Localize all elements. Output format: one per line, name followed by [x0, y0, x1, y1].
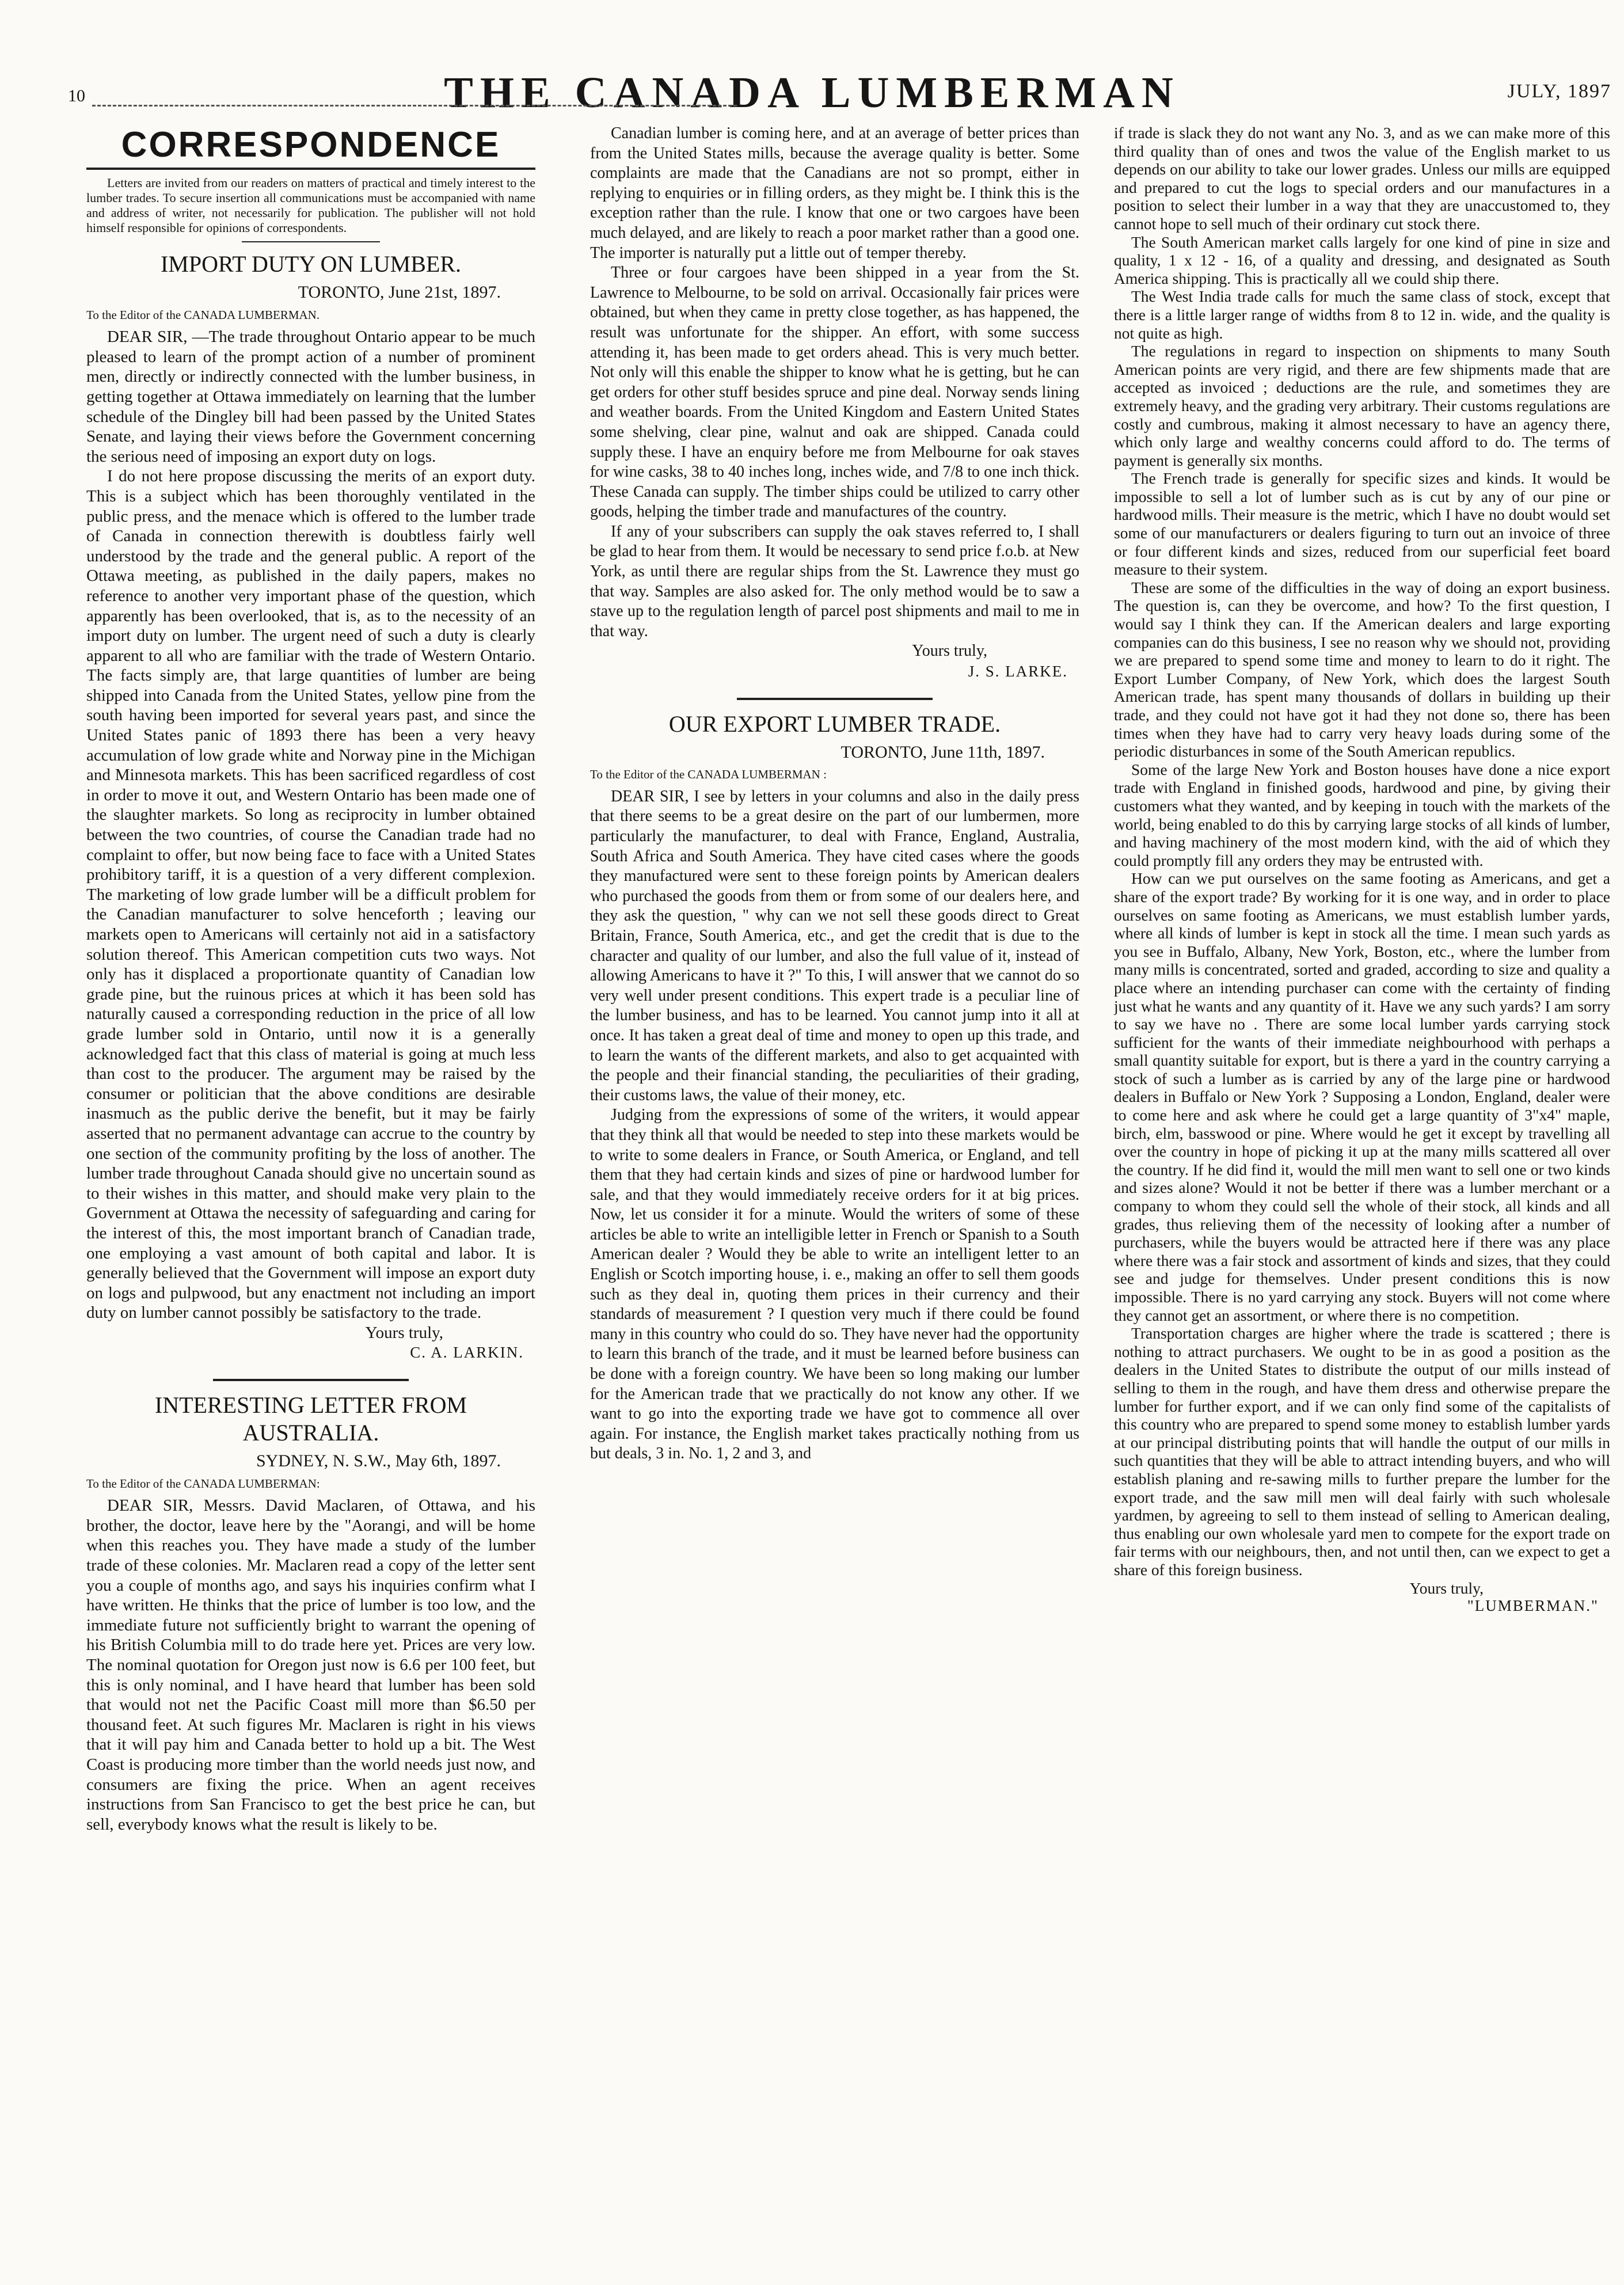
letter-paragraph: How can we put ourselves on the same footing as Americans, and get a share of the export trade? By working for it is one way, and in order to place ourselves on same footing as Americans, we must establish lumber yards, where all kinds of lumber is kept in stock all the time. I mean such yards as you see in Buffalo, Albany, New York, Boston, etc., where the lumber from many mills is concentrated, sorted and graded, according to size and quality a place where an intending purchaser can come with the certainty of finding just what he wants and any quantity of it. Have we any such yards? I am sorry to say we have no . There are some local lumber yards carrying stock sufficient for the wants of their immediate neighbourhood with perhaps a small quantity suitable for export, but is there a yard in the country carrying a stock of such a lumber as is carried by any of the large pine or hardwood dealers in Buffalo or New York ? Supposing a London, England, dealer were to come here and ask where he could get a large quantity of 3"x4" maple, birch, elm, basswood or pine. Where would he get it except by travelling all over the country in hope of picking it up at the many mills scattered all over the country. If he did find it, would the mill men want to sell one or two kinds and sizes alone? Would it not be better if there was a lumber merchant or a company to whom they could sell the whole of their stock, all kinds and all grades, thus relieving them of the necessity of looking after a number of purchasers, while the buyers would be attracted here if there was any place where there was a fair stock and assortment of kinds and sizes, that they could see and judge for themselves. Under present conditions this is now impossible. There is no yard carrying any stock. Buyers will not come where they cannot get an assortment, or where there is no competition. [1114, 869, 1610, 1324]
letter-salutation-line: To the Editor of the CANADA LUMBERMAN. [86, 307, 320, 322]
letter-salutation-line: To the Editor of the CANADA LUMBERMAN : [590, 767, 827, 782]
letter-paragraph: The South American market calls largely for one kind of pine in size and quality, 1 x 12 - 16, of a quality and dressing, and designated as South America shipping. This is practically all we could ship there. [1114, 233, 1610, 287]
letter-title-export-trade: OUR EXPORT LUMBER TRADE. [668, 710, 1001, 737]
letter-paragraph: I do not here propose discussing the merits of an export duty. This is a subject which has been thoroughly ventilated in the public press, and the menace which is offered to the lumber trade of Canada in connection therewith is doubtless fairly well understood by the trade and the general public. A report of the Ottawa meeting, as published in the daily papers, makes no reference to another very important phase of the question, which apparently has been overlooked, that is, as to the necessity of an import duty on lumber. The urgent need of such a duty is clearly apparent to all who are familiar with the trade of Western Ontario. The facts simply are, that large quantities of lumber are being shipped into Canada from the United States, yellow pine from the south having been imported for several years past, and since the United States panic of 1893 there has been a very heavy accumulation of low grade white and Norway pine in the Michigan and Minnesota markets. This has been sacrificed regardless of cost in order to move it out, and Western Ontario has been made one of the slaughter markets. So long as reciprocity in lumber obtained between the two countries, of course the Canadian trade had no complaint to offer, but now being face to face with a United States prohibitory tariff, it is a question of a very different complexion. The marketing of low grade lumber will be a difficult problem for the Canadian manufacturer to solve henceforth ; leaving our markets open to Americans will certainly not aid in a satisfactory solution thereof. This American competition cuts two ways. Not only has it displaced a proportionate quantity of Canadian low grade pine, but the ruinous prices at which it has been sold has naturally caused a corresponding reduction in the price of all low grade lumber sold in Ontario, until now it is a generally acknowledged fact that this class of material is going at much less than cost to the producer. The argument may be raised by the consumer or politician that the above conditions are desirable inasmuch as the public derive the benefit, but it may be fairly asserted that no permanent advantage can accrue to the country by one section of the community profiting by the loss of another. The lumber trade throughout Canada should give no uncertain sound as to their wishes in this matter, and should make very plain to the Government at Ottawa the necessity of safeguarding and caring for the interest of this, the most important branch of Canadian trade, one employing a vast amount of both capital and labor. It is generally believed that the Government will impose an export duty on logs and pulpwood, but any enactment not including an import duty on lumber cannot possibly be satisfactory to the trade. [86, 467, 535, 1322]
letter-paragraph: Canadian lumber is coming here, and at an average of better prices than from the United States mills, because the average quality is better. Some complaints are made that the Canadians are not so prompt, either in replying to enquiries or in filling orders, as they might be. I think this is the exception rather than the rule. I know that one or two cargoes have been much delayed, and are likely to reach a poor market rather than a good one. The importer is naturally put a little out of temper thereby. [590, 124, 1079, 262]
section-rule [86, 168, 535, 170]
letter-sign-off: Yours truly, [912, 642, 987, 660]
letter-paragraph: Some of the large New York and Boston houses have done a nice export trade with England in finished goods, hardwood and pine, by giving their customers what they wanted, and by keeping in touch with the markets of the world, being enabled to do this by carrying large stocks of all kinds of lumber, and having machinery of the most modern kind, with the aid of which they could promptly fill any orders they may be entrusted with. [1114, 760, 1610, 869]
divider [737, 698, 933, 700]
column-2 [590, 124, 1079, 2265]
letter-paragraph: if trade is slack they do not want any No. 3, and as we can make more of this third quality than of ones and twos the value of the English market to us depends on our ability to take our lower grades. Unless our mills are equipped and prepared to cut the logs to special orders and our manufactures in a position to select their lumber in a way that they are unaccustomed to, they cannot hope to sell much of their ordinary cut stock there. [1114, 124, 1610, 233]
letter-sign-off: Yours truly, [365, 1323, 443, 1342]
letter-signature: C. A. LARKIN. [410, 1344, 524, 1362]
letter-paragraph: DEAR SIR, Messrs. David Maclaren, of Ottawa, and his brother, the doctor, leave here by the "Aorangi, and will be home when this reaches you. They have made a study of the lumber trade of these colonies. Mr. Maclaren read a copy of the letter sent you a couple of months ago, and says his inquiries confirm what I have written. He thinks that the price of lumber is too low, and the immediate future not sufficiently bright to warrant the opening of his British Columbia mill to do trade here yet. Prices are very low. The nominal quotation for Oregon just now is 6.6 per 100 feet, but this is only nominal, and I have heard that lumber has been sold that would not net the Pacific Coast mill more than $6.50 per thousand feet. At such figures Mr. Maclaren is right in his views that it will pay him and Canada better to hold up a bit. The West Coast is producing more timber than the world needs just now, and consumers are fixing the price. When an agent receives instructions from San Francisco to get the best price he can, but sell, everybody knows what the result is likely to be. [86, 1496, 535, 1834]
letter-paragraph: These are some of the difficulties in the way of doing an export business. The question is, can they be overcome, and how? To the first question, I would say I think they can. If the American dealers and large exporting companies can do this business, I see no reason why we should not, providing we are prepared to spend some time and money to learn to do it right. The Export Lumber Company, of New York, which does the largest South American trade, has spent many thousands of dollars in building up their trade, and they could not have got it had they not done so, there has been times when they have had to carry very heavy loads during some of the periodic disturbances in some of the South American republics. [1114, 578, 1610, 761]
header-rule [92, 105, 737, 107]
letter-paragraph: Transportation charges are higher where the trade is scattered ; there is nothing to attract purchasers. We ought to be in as good a position as the dealers in the United States to distribute the output of our mills instead of selling to them in the rough, and have them dress and otherwise prepare the lumber for further export, and if we can only find some of the capitalists of this country who are prepared to spend some money to establish lumber yards at our principal distributing points that will handle the output of our mills in such quantities that they will be able to attract intending buyers, and who will establish planing and re-sawing mills to further prepare the lumber for the export trade, and the saw mill men will deal fairly with such wholesale yardmen, by agreeing to sell to them instead of selling to American dealing, thus enabling our own wholesale yard men to compete for the export trade on fair terms with our neighbours, then, and not until then, can we expect to get a share of this foreign business. [1114, 1324, 1610, 1579]
letter-paragraph: DEAR SIR, I see by letters in your columns and also in the daily press that there seems to be a great desire on the part of our lumbermen, more particularly the manufacturer, to deal with France, England, Australia, South Africa and South America. They have cited cases where the goods they manufactured were sent to these foreign points by American dealers who purchased the goods from them or from some of our dealers here, and they ask the question, " why can we not sell these goods direct to Great Britain, France, South America, etc., and get the credit that is due to the character and quality of our lumber, and also the full value of it, instead of allowing Americans to have it ?" To this, I will answer that we cannot do so very well under present conditions. This expert trade is a peculiar line of the lumber business, and has to be learned. You cannot jump into it all at once. It has taken a great deal of time and money to open up this trade, and to learn the wants of the different markets, and also to get acquainted with the people and their financial standing, the peculiarities of their grading, their customs laws, the value of their money, etc. [590, 787, 1079, 1104]
letter-title-australia: INTERESTING LETTER FROM AUSTRALIA. [154, 1392, 467, 1446]
masthead: THE CANADA LUMBERMAN [444, 69, 1180, 117]
letter-paragraph: The regulations in regard to inspection on shipments to many South American points are very rigid, and there are few shipments made that are accepted as invoiced ; deductions are the rule, and sometimes they are extremely heavy, and the grading very arbitrary. Their customs regulations are costly and cumbrous, making it almost necessary to have an agency there, which only large and wealthy concerns could afford to do. The terms of payment is generally six months. [1114, 342, 1610, 469]
letter-signature: "LUMBERMAN." [1467, 1597, 1599, 1615]
issue-dateline: JULY, 1897 [1507, 81, 1611, 102]
letter-paragraph: The West India trade calls for much the same class of stock, except that there is a little larger range of widths from 8 to 12 in. wide, and the quality is not quite as high. [1114, 287, 1610, 342]
letter-title-import-duty: IMPORT DUTY ON LUMBER. [160, 251, 462, 277]
letter-place-date: TORONTO, June 21st, 1897. [298, 283, 501, 302]
submission-notice: Letters are invited from our readers on matters of practical and timely interest to the lumber trades. To secure insertion all communications must be accompanied with name and address of writer, not necessarily for publication. The publisher will not hold himself responsible for opinions of correspondents. [86, 176, 535, 235]
column-3 [1114, 124, 1610, 2265]
letter-place-date: SYDNEY, N. S.W., May 6th, 1897. [256, 1451, 501, 1471]
letter-signature: J. S. LARKE. [968, 663, 1068, 680]
column-1 [86, 124, 535, 2265]
letter-paragraph: If any of your subscribers can supply the oak staves referred to, I shall be glad to hear from them. It would be necessary to send price f.o.b. at New York, as until there are regular ships from the St. Lawrence they must go that way. Samples are also asked for. The only method would be to saw a stave up to the regulation length of parcel post shipments and mail to me in that way. [590, 522, 1079, 640]
letter-paragraph: Judging from the expressions of some of the writers, it would appear that they think all that would be needed to step into these markets would be to write to some dealers in France, or South America, or England, and tell them that they had certain kinds and sizes of pine or hardwood lumber for sale, and that they would immediately receive orders for it at big prices. Now, let us consider it for a minute. Would the writers of some of these articles be able to write an intelligible letter in French or Spanish to a South American dealer ? Would they be able to write an intelligent letter to an English or Scotch importing house, i. e., making an offer to sell them goods such as they deal in, quoting them prices in their currency and their standards of measurement ? I question very much if there could be found many in this country who could do so. They have never had the opportunity to learn this branch of the trade, and it must be learned before business can be done with a foreign country. We have been so long making our lumber for the American trade that we practically do not know any other. If we want to go into the exporting trade we have got to commence all over again. For instance, the English market takes practically nothing from us but deals, 3 in. No. 1, 2 and 3, and [590, 1106, 1079, 1463]
letter-paragraph: DEAR SIR, —The trade throughout Ontario appear to be much pleased to learn of the prompt action of a number of prominent men, directly or indirectly connected with the lumber business, in getting together at Ottawa immediately on learning that the lumber schedule of the Dingley bill had been passed by the United States Senate, and laying their views before the Government concerning the serious need of imposing an export duty on logs. [86, 328, 535, 466]
divider [213, 1379, 409, 1381]
letter-place-date: TORONTO, June 11th, 1897. [840, 742, 1045, 762]
section-title: CORRESPONDENCE [121, 125, 501, 165]
divider [242, 241, 380, 242]
letter-paragraph: The French trade is generally for specific sizes and kinds. It would be impossible to sell a lot of lumber such as is cut by any of our pine or hardwood mills. Their measure is the metric, which I have no doubt would set some of our manufacturers or dealers figuring to turn out an invoice of three or four different kinds and sizes, reduced from our superficial feet board measure to their system. [1114, 469, 1610, 579]
letter-salutation-line: To the Editor of the CANADA LUMBERMAN: [86, 1476, 320, 1491]
letter-paragraph: Three or four cargoes have been shipped in a year from the St. Lawrence to Melbourne, to be sold on arrival. Occasionally fair prices were obtained, but when they came in pretty close together, as has happened, the result was unfortunate for the shipper. An effort, with some success attending it, has been made to get orders ahead. This is very much better. Not only will this enable the shipper to know what he is getting, but he can get orders for other stuff besides spruce and pine deal. Norway sends lining and weather boards. From the United Kingdom and Eastern United States some shelving, clear pine, walnut and oak are shipped. Canada could supply these. I have an enquiry before me from Melbourne for oak staves for wine casks, 38 to 40 inches long, inches wide, and 7/8 to one inch thick. These Canada can supply. The timber ships could be utilized to carry other goods, helping the timber trade and manufactures of the country. [590, 264, 1079, 521]
page-number: 10 [68, 86, 85, 105]
letter-sign-off: Yours truly, [1409, 1579, 1484, 1597]
